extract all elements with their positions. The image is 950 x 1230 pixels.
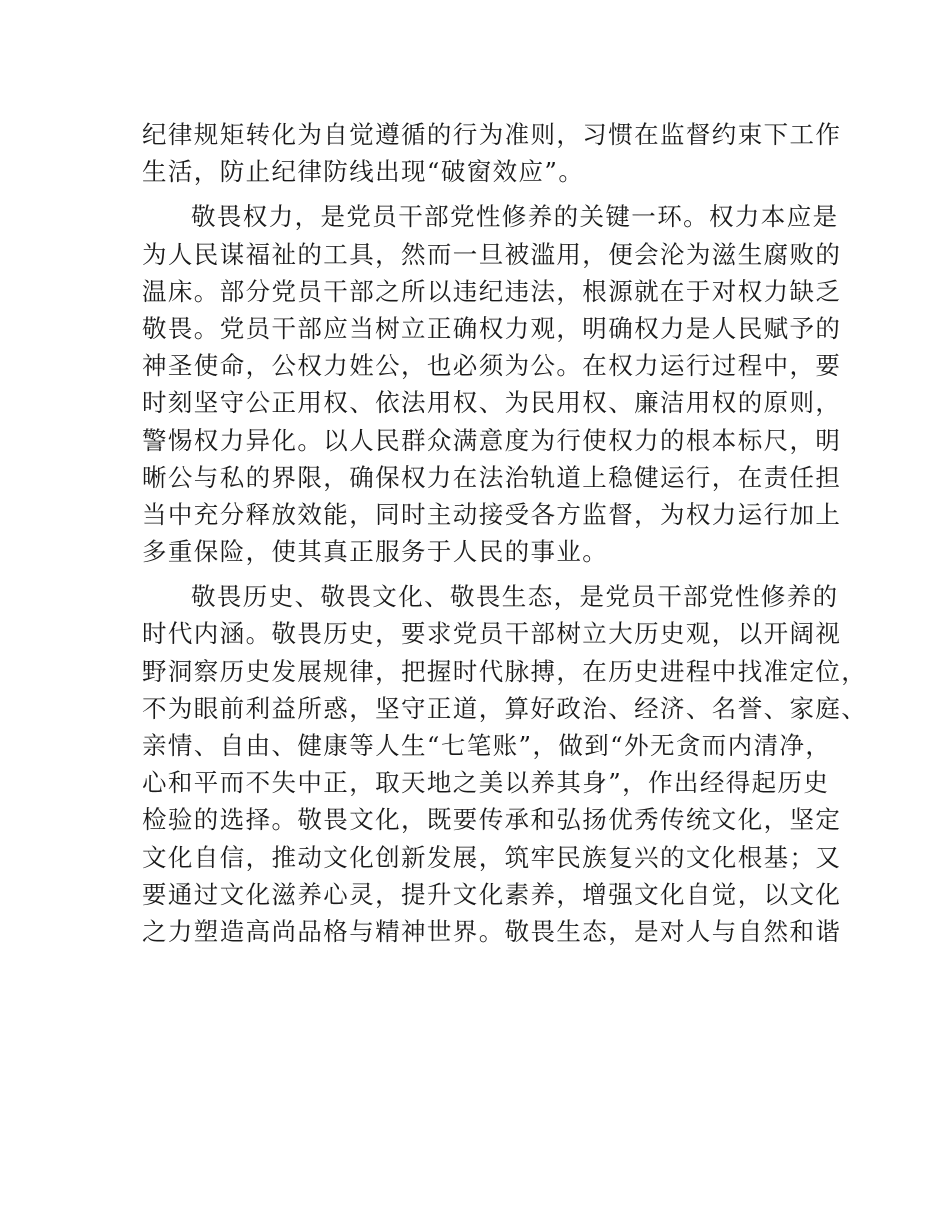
text-line: 敬畏。党员干部应当树立正确权力观，明确权力是人民赋予的 xyxy=(142,313,842,343)
text-line: 时代内涵。敬畏历史，要求党员干部树立大历史观，以开阔视 xyxy=(142,619,842,649)
text-line: 为人民谋福祉的工具，然而一旦被滥用，便会沦为滋生腐败的 xyxy=(142,239,842,269)
text-line: 晰公与私的界限，确保权力在法治轨道上稳健运行，在责任担 xyxy=(142,462,842,492)
text-line: 警惕权力异化。以人民群众满意度为行使权力的根本标尺，明 xyxy=(142,425,842,455)
text-line: 多重保险，使其真正服务于人民的事业。 xyxy=(142,537,609,567)
text-line: 生活，防止纪律防线出现“破窗效应”。 xyxy=(142,157,585,187)
text-line: 温床。部分党员干部之所以违纪违法，根源就在于对权力缺乏 xyxy=(142,276,842,306)
text-line: 当中充分释放效能，同时主动接受各方监督，为权力运行加上 xyxy=(142,499,842,529)
text-line: 检验的选择。敬畏文化，既要传承和弘扬优秀传统文化，坚定 xyxy=(142,805,842,835)
text-line: 不为眼前利益所惑，坚守正道，算好政治、经济、名誉、家庭、 xyxy=(142,693,868,723)
text-line: 敬畏权力，是党员干部党性修养的关键一环。权力本应是 xyxy=(191,202,839,232)
text-line: 心和平而不失中正，取天地之美以养其身”，作出经得起历史 xyxy=(142,768,830,798)
paragraph-2 xyxy=(142,198,842,570)
text-line: 亲情、自由、健康等人生“七笔账”，做到“外无贪而内清净， xyxy=(142,731,832,760)
text-line: 神圣使命，公权力姓公，也必须为公。在权力运行过程中，要 xyxy=(142,351,842,381)
paragraph-1 xyxy=(142,116,842,190)
text-line: 之力塑造高尚品格与精神世界。敬畏生态，是对人与自然和谐 xyxy=(142,916,842,946)
text-line: 野洞察历史发展规律，把握时代脉搏，在历史进程中找准定位， xyxy=(142,656,868,686)
document-body xyxy=(142,116,868,958)
text-line: 纪律规矩转化为自觉遵循的行为准则，习惯在监督约束下工作 xyxy=(142,120,842,149)
paragraph-3 xyxy=(142,578,868,950)
text-line: 敬畏历史、敬畏文化、敬畏生态，是党员干部党性修养的 xyxy=(191,582,839,612)
text-line: 要通过文化滋养心灵，提升文化素养，增强文化自觉，以文化 xyxy=(142,879,842,909)
text-line: 时刻坚守公正用权、依法用权、为民用权、廉洁用权的原则， xyxy=(142,388,842,418)
text-line: 文化自信，推动文化创新发展，筑牢民族复兴的文化根基；又 xyxy=(142,842,842,872)
